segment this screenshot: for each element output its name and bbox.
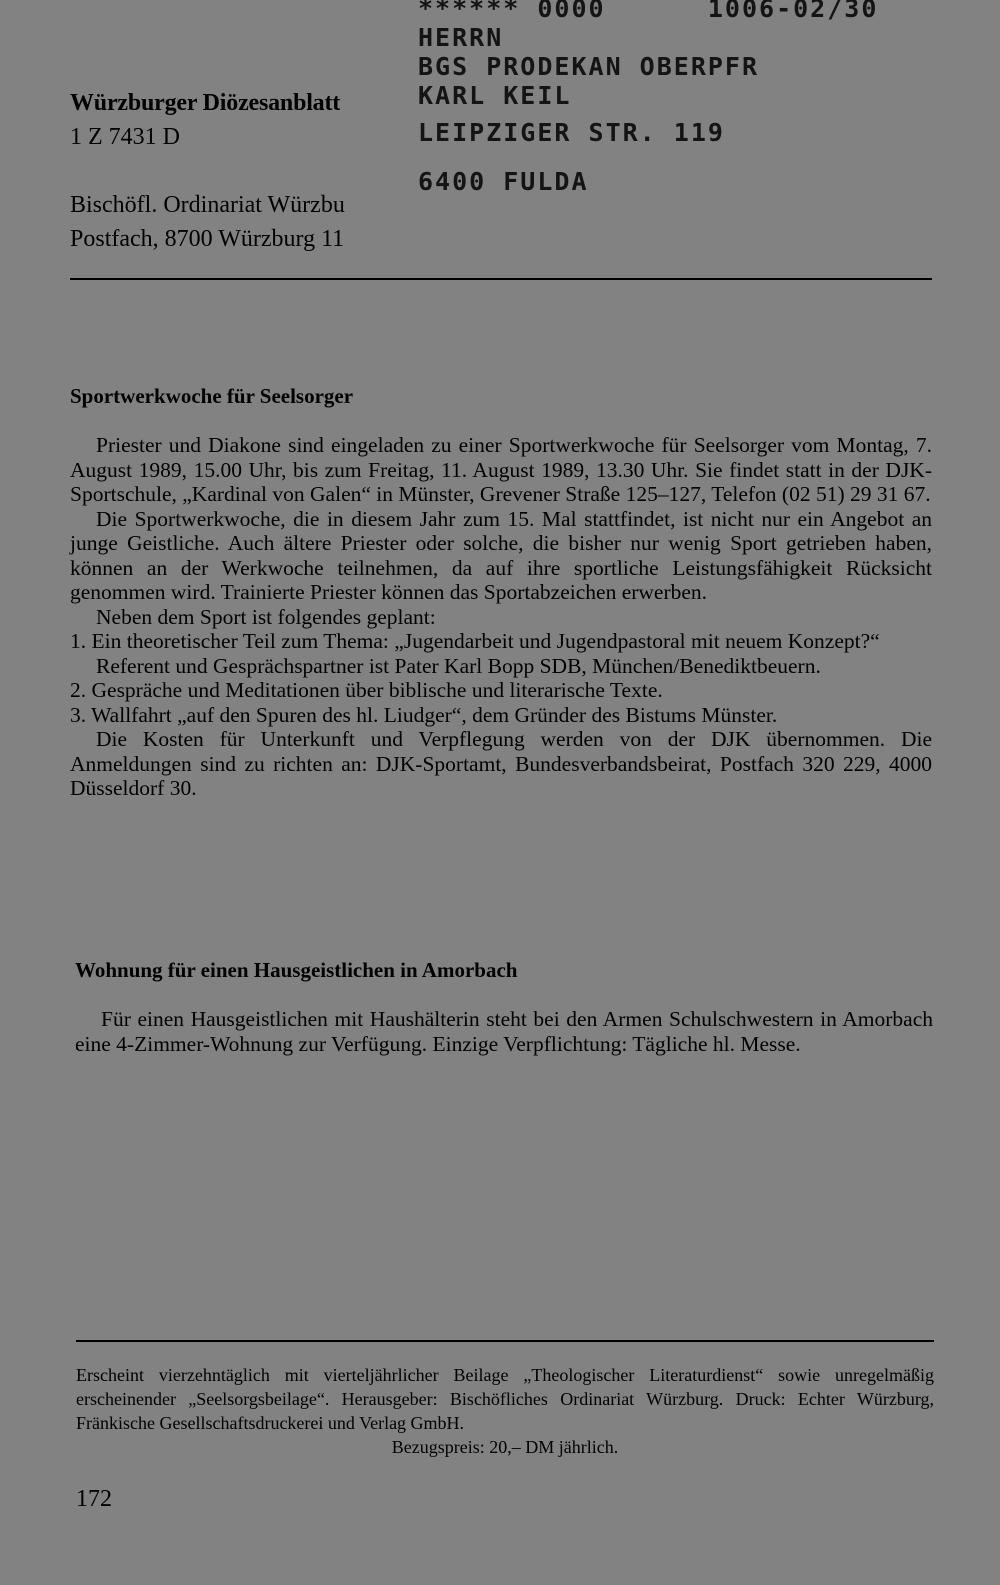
article-1-title: Sportwerkwoche für Seelsorger [70,384,354,408]
footer-price: Bezugspreis: 20,– DM jährlich. [391,1437,619,1457]
sender-line-2: Postfach, 8700 Würzburg 11 [70,226,345,252]
article-1-paragraph-2: Die Sportwerkwoche, die in diesem Jahr zum 15. Mal stattfindet, ist nicht nur ein Angebot an junge Geistliche. Auch ältere Priester oder solche, die bisher nur wenig Sport getrieben haben, können an der Werkwoche teilnehmen, da auf ihre sportliche Leistungsfähigkeit Rücksicht genommen wird. Trainierte Priester können das Sportabzeichen erwerben. [70,506,932,604]
article-1-list-item-3: 3. Wallfahrt „auf den Spuren des hl. Liudger“, dem Gründer des Bistums Münster. [70,702,778,727]
footer-divider [76,1340,934,1342]
stamp-line-6: 6400 FULDA [418,167,589,196]
address-stamp [418,0,878,196]
article-1-paragraph-4: Die Kosten für Unterkunft und Verpflegung werden von der DJK übernommen. Die Anmeldungen sind zu richten an: DJK-Sportamt, Bundesverbandsbeirat, Postfach 320 229, 4000 Düsseldorf 30. [70,727,932,800]
sender-line-1: Bischöfl. Ordinariat Würzbu [70,192,345,218]
stamp-line-4: KARL KEIL [418,81,572,110]
article-2-body [75,1007,933,1056]
header-divider [70,278,932,280]
article-1-paragraph-3: Neben dem Sport ist folgendes geplant: [96,604,436,629]
publication-title: Würzburger Diözesanblatt [70,90,341,116]
article-2-title: Wohnung für einen Hausgeistlichen in Amorbach [75,958,518,982]
article-1-list-item-1: 1. Ein theoretischer Teil zum Thema: „Jugendarbeit und Jugendpastoral mit neuem Konzept?“ [70,629,880,653]
footer-text: Erscheint vierzehntäglich mit vierteljährlicher Beilage „Theologischer Literaturdienst“ sowie unregelmäßig erscheinender „Seelsorgsbeilage“. Herausgeber: Bischöfliches Ordinariat Würzburg. Druck: Echter Würzburg, Fränkische Gesellschaftsdruckerei und Verlag GmbH. [76,1365,934,1433]
stamp-line-3: BGS PRODEKAN OBERPFR [418,52,760,81]
article-1-list-item-2: 2. Gespräche und Meditationen über biblische und literarische Texte. [70,678,663,702]
stamp-line-2: HERRN [418,23,504,52]
sender-address [70,188,388,256]
stamp-line-1: ****** 0000 1006-02/30 [418,0,879,23]
publication-code: 1 Z 7431 D [70,124,180,150]
article-1-paragraph-1: Priester und Diakone sind eingeladen zu einer Sportwerkwoche für Seelsorger vom Montag, 7. August 1989, 15.00 Uhr, bis zum Freitag, 11. August 1989, 13.30 Uhr. Sie findet statt in der DJK-Sportschule, „Kardinal von Galen“ in Münster, Grevener Straße 125–127, Telefon (02 51) 29 31 67. [70,433,932,506]
stamp-line-5: LEIPZIGER STR. 119 [418,118,725,147]
footer-imprint [76,1363,934,1459]
page-number: 172 [76,1486,112,1512]
article-1-body [70,433,932,801]
article-1-list-item-1-cont: Referent und Gesprächspartner ist Pater Karl Bopp SDB, München/Benediktbeuern. [96,653,821,678]
article-2-paragraph-1: Für einen Hausgeistlichen mit Haushälterin steht bei den Armen Schulschwestern in Amorbach eine 4-Zimmer-Wohnung zur Verfügung. Einzige Verpflichtung: Tägliche hl. Messe. [75,1007,933,1056]
